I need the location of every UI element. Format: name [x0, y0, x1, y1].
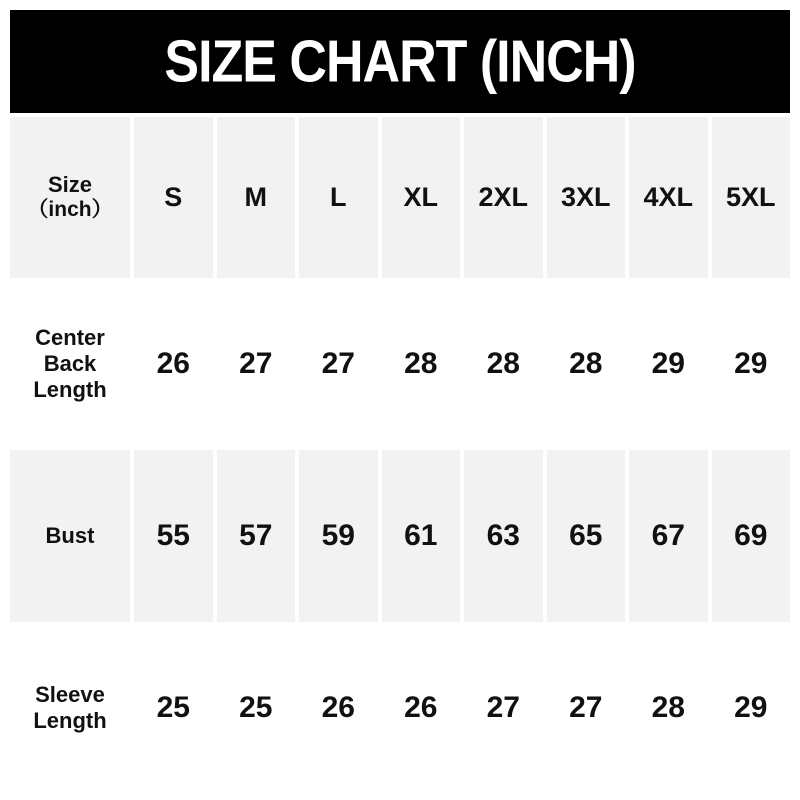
size-unit-header-cell [10, 117, 130, 278]
column-header-2xl: 2XL [464, 117, 543, 278]
page-title: SIZE CHART (INCH) [164, 28, 636, 95]
value-cell: 63 [464, 450, 543, 622]
column-header-m: M [217, 117, 296, 278]
row-label: Center Back Length [33, 325, 107, 402]
column-header-xl: XL [382, 117, 461, 278]
value-cell: 69 [712, 450, 791, 622]
value-cell: 25 [239, 691, 273, 724]
row-label: Sleeve Length [33, 682, 107, 733]
column-header-l: L [299, 117, 378, 278]
value-cell: 27 [569, 691, 603, 724]
column-header-5xl: 5XL [712, 117, 791, 278]
value-cell: 29 [734, 691, 768, 724]
size-unit-label: （inch） [27, 198, 113, 222]
value-cell: 26 [404, 691, 438, 724]
value-cell: 57 [217, 450, 296, 622]
column-header-3xl: 3XL [547, 117, 626, 278]
value-cell: 59 [299, 450, 378, 622]
table-header-row [10, 117, 790, 278]
value-cell: 25 [156, 691, 190, 724]
value-cell: 26 [156, 347, 190, 380]
column-header-s: S [134, 117, 213, 278]
value-cell: 27 [321, 347, 355, 380]
title-banner [10, 10, 790, 113]
table-row-bust [10, 450, 790, 622]
table-row-center-back-length [10, 278, 790, 450]
value-cell: 27 [486, 691, 520, 724]
value-cell: 61 [382, 450, 461, 622]
table-row-sleeve-length [10, 622, 790, 794]
value-cell: 28 [569, 347, 603, 380]
value-cell: 65 [547, 450, 626, 622]
value-cell: 26 [321, 691, 355, 724]
size-header-label: Size [47, 172, 93, 198]
value-cell: 55 [134, 450, 213, 622]
value-cell: 28 [651, 691, 685, 724]
value-cell: 29 [651, 347, 685, 380]
row-label: Bust [10, 450, 130, 622]
value-cell: 29 [734, 347, 768, 380]
value-cell: 28 [404, 347, 438, 380]
column-header-4xl: 4XL [629, 117, 708, 278]
size-table [10, 117, 790, 794]
value-cell: 67 [629, 450, 708, 622]
value-cell: 27 [239, 347, 273, 380]
value-cell: 28 [486, 347, 520, 380]
